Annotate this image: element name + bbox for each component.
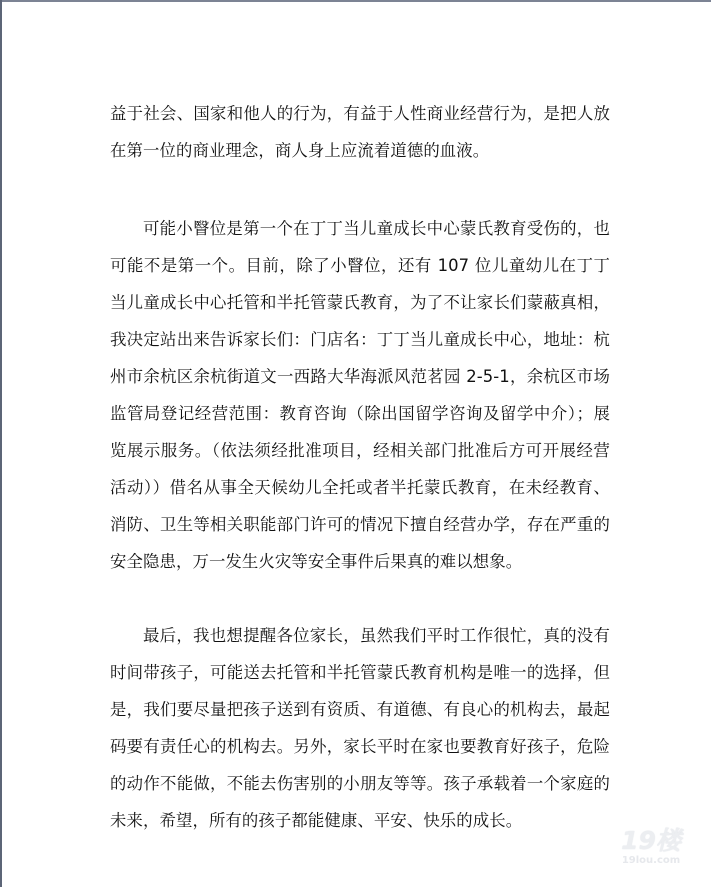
watermark-site-url: 19lou.com [621, 855, 681, 866]
paragraph-1: 益于社会、国家和他人的行为，有益于人性商业经营行为，是把人放在第一位的商业理念，商人身上应流着道德的血液。 [110, 104, 610, 160]
site-watermark [605, 827, 697, 873]
paragraph-2: 可能小瞖位是第一个在丁丁当儿童成长中心蒙氏教育受伤的，也可能不是第一个。目前，除了小瞖位，还有 107 位儿童幼儿在丁丁当儿童成长中心托管和半托管蒙氏教育，为了不让家长们蒙蔽真相，我决定站出来告诉家长们：门店名：丁丁当儿童成长中心，地址：杭州市余杭区余杭街道文一西路大华海派风范茗园 2-5-1，余杭区市场监管局登记经营范围：教育咨询（除出国留学咨询及留学中介）；展览展示服务。（依法须经批准项目，经相关部门批准后方可开展经营活动））借名从事全天候幼儿全托或者半托蒙氏教育，在未经教育、消防、卫生等相关职能部门许可的情况下擅自经营办学，存在严重的安全隐患，万一发生火灾等安全事件后果真的难以想象。 [110, 219, 610, 571]
document-page [2, 2, 711, 887]
paragraph-3: 最后，我也想提醒各位家长，虽然我们平时工作很忙，真的没有时间带孩子，可能送去托管和半托管蒙氏教育机构是唯一的选择，但是，我们要尽量把孩子送到有资质、有道德、有良心的机构去，最起码要有责任心的机构去。另外，家长平时在家也要教育好孩子，危险的动作不能做，不能去伤害别的小朋友等等。孩子承载着一个家庭的未来，希望，所有的孩子都能健康、平安、快乐的成长。 [110, 626, 610, 830]
document-body [110, 95, 610, 839]
watermark-logo: 19楼 [621, 826, 681, 855]
